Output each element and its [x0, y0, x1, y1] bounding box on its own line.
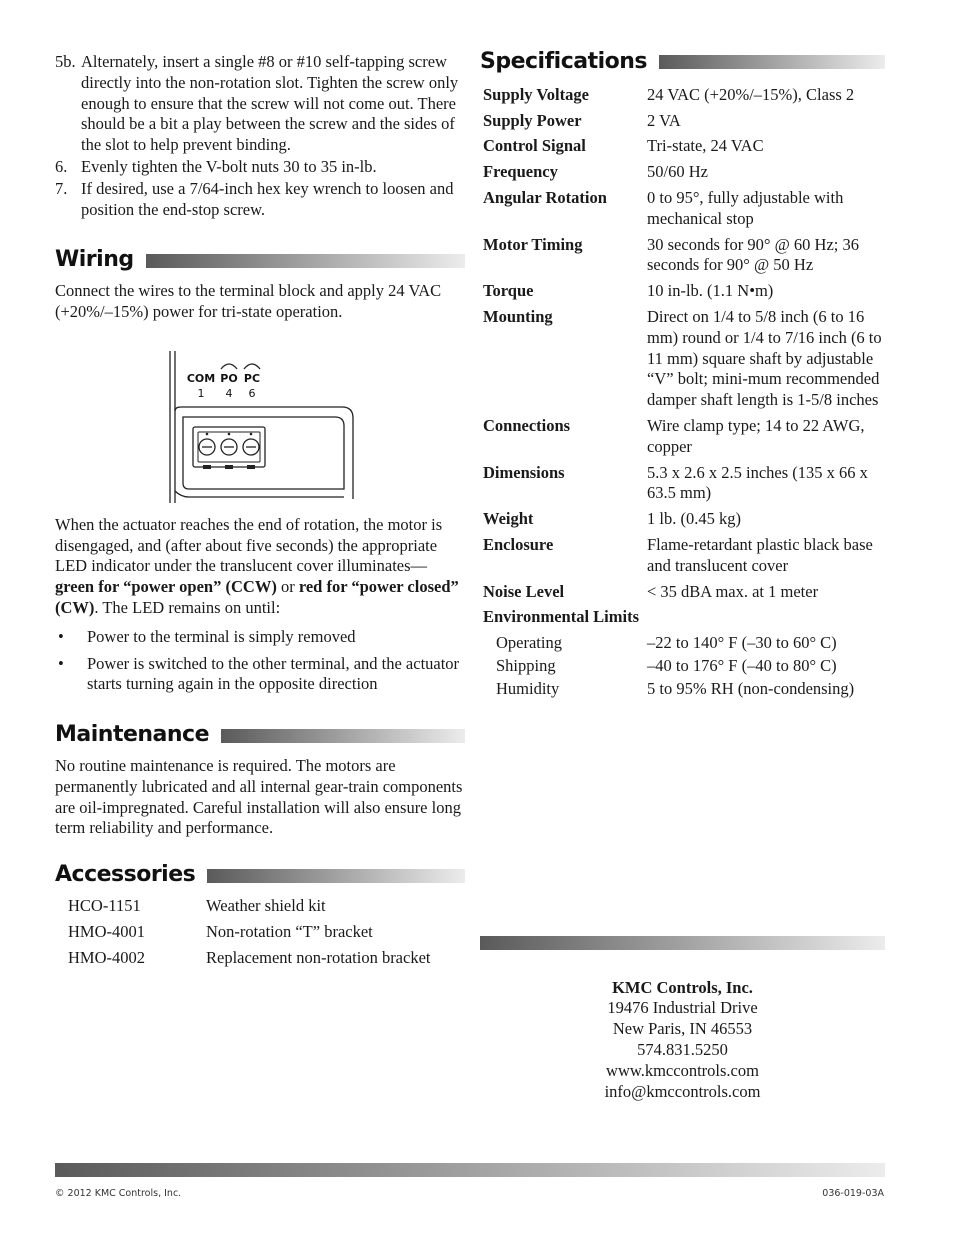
terminal-label: COM — [186, 371, 216, 385]
terminal-label: PO — [220, 371, 238, 385]
table-row — [480, 509, 885, 530]
website-link[interactable]: www.kmccontrols.com — [606, 1060, 759, 1080]
led-text: When the actuator reaches the end of rotation, the motor is disengaged, and (after about five seconds) the appropriate LED indicator under the translucent cover illuminates— — [55, 514, 443, 576]
env-label: Operating — [496, 633, 562, 653]
spec-value: Direct on 1/4 to 5/8 inch (6 to 16 mm) round or 1/4 to 7/16 inch (6 to 11 mm) square shaft by adjustable “V” bolt; mini-mum recommended damper shaft length is 1-5/8 inches — [647, 306, 882, 410]
accessory-code: HCO-1151 — [68, 895, 141, 915]
spec-label: Connections — [483, 415, 571, 435]
spec-label: Noise Level — [483, 581, 565, 601]
spec-label: Supply Power — [483, 110, 582, 130]
spec-label: Torque — [483, 281, 534, 301]
bullet-text: Power is switched to the other terminal, and the actuator starts turning again in the opposite direction — [87, 653, 460, 694]
heading-rule — [207, 869, 465, 883]
env-value: –22 to 140° F (–30 to 60° C) — [647, 633, 837, 653]
terminal-number: 6 — [248, 386, 256, 400]
table-row — [480, 188, 885, 230]
spec-value: < 35 dBA max. at 1 meter — [647, 581, 819, 601]
spec-value: Wire clamp type; 14 to 22 AWG, copper — [647, 415, 865, 456]
accessories-header — [55, 862, 465, 888]
spec-label: Frequency — [483, 162, 558, 182]
spec-value: 30 seconds for 90° @ 60 Hz; 36 seconds for 90° @ 50 Hz — [647, 234, 859, 275]
company-name: KMC Controls, Inc. — [612, 977, 753, 997]
spec-label: Motor Timing — [483, 234, 583, 254]
table-row — [55, 948, 465, 969]
table-row — [480, 85, 885, 106]
bullet-text: Power to the terminal is simply removed — [87, 626, 356, 646]
led-conditions-list — [55, 627, 465, 695]
document-number: 036-019-03A — [822, 1188, 884, 1199]
specifications-header — [480, 49, 885, 74]
accessory-code: HMO-4002 — [68, 947, 145, 967]
heading-rule — [146, 254, 465, 268]
table-row — [480, 463, 885, 505]
accessory-code: HMO-4001 — [68, 921, 145, 941]
heading-rule — [480, 936, 885, 950]
table-row — [480, 235, 885, 277]
maintenance-heading: Maintenance — [55, 722, 210, 748]
spec-value: 2 VA — [647, 110, 681, 130]
spec-label: Enclosure — [483, 534, 554, 554]
or-text: or — [276, 577, 299, 597]
heading-rule — [221, 729, 465, 743]
email-link[interactable]: info@kmccontrols.com — [604, 1081, 761, 1101]
accessory-description: Non-rotation “T” bracket — [206, 921, 373, 941]
terminal-label: PC — [243, 371, 261, 385]
specifications-table — [480, 85, 885, 700]
step-text: If desired, use a 7/64-inch hex key wrench to loosen and position the end-stop screw. — [81, 178, 454, 219]
accessory-description: Replacement non-rotation bracket — [206, 947, 431, 967]
spec-value: 24 VAC (+20%/–15%), Class 2 — [647, 84, 855, 104]
left-column — [55, 52, 465, 973]
spec-value: Tri-state, 24 VAC — [647, 136, 764, 156]
step-number: 7. — [55, 178, 68, 198]
maintenance-header — [55, 722, 465, 748]
step-number: 5b. — [55, 52, 76, 71]
step-number: 6. — [55, 156, 68, 176]
table-row — [480, 679, 885, 700]
address-line-1: 19476 Industrial Drive — [607, 998, 758, 1018]
table-row — [480, 656, 885, 677]
phone-number: 574.831.5250 — [637, 1039, 728, 1059]
table-row — [480, 633, 885, 654]
specifications-heading: Specifications — [480, 49, 648, 74]
list-item — [55, 654, 465, 696]
table-row — [480, 582, 885, 603]
spec-value: 1 lb. (0.45 kg) — [647, 509, 741, 529]
maintenance-text: No routine maintenance is required. The motors are permanently lubricated and all internal gear-train components are oil-impregnated. Careful installation will also ensure long term reliability and performance. — [55, 755, 463, 838]
red-led-text: red for “power closed” (CW) — [55, 577, 459, 617]
table-row — [480, 416, 885, 458]
accessory-description: Weather shield kit — [206, 895, 326, 915]
address-line-2: New Paris, IN 46553 — [612, 1019, 753, 1039]
accessories-table — [55, 896, 465, 968]
spec-label: Angular Rotation — [483, 187, 607, 207]
table-row — [480, 162, 885, 183]
list-item — [55, 627, 465, 648]
spec-value: Flame-retardant plastic black base and translucent cover — [647, 534, 873, 575]
accessories-heading: Accessories — [55, 862, 196, 888]
spec-label: Weight — [483, 509, 534, 529]
spec-value: 10 in-lb. (1.1 N•m) — [647, 281, 774, 301]
heading-rule — [659, 55, 885, 69]
terminal-number: 4 — [225, 386, 233, 400]
terminal-number: 1 — [197, 386, 205, 400]
copyright-text: © 2012 KMC Controls, Inc. — [55, 1188, 182, 1199]
contact-block — [480, 978, 885, 1103]
step-text: Alternately, insert a single #8 or #10 self-tapping screw directly into the non-rotation slot. Tighten the screw only enough to ensure that the screw will not come out. There should be a bit a play between the screw and the sides of the slot to help prevent binding. — [81, 52, 459, 155]
bullet-icon: • — [58, 653, 64, 673]
env-label: Shipping — [496, 655, 556, 675]
environmental-limits-title: Environmental Limits — [483, 607, 640, 627]
table-row — [480, 535, 885, 577]
env-value: 5 to 95% RH (non-condensing) — [647, 678, 855, 698]
table-row — [55, 922, 465, 943]
spec-value: 50/60 Hz — [647, 162, 708, 182]
footer-rule — [55, 1163, 885, 1177]
led-text-end: . The LED remains on until: — [94, 597, 281, 617]
wiring-header — [55, 247, 465, 273]
table-row — [480, 136, 885, 157]
list-item — [55, 157, 465, 178]
spec-label: Dimensions — [483, 462, 565, 482]
spec-value: 0 to 95°, fully adjustable with mechanical stop — [647, 187, 844, 228]
list-item — [55, 52, 465, 156]
env-value: –40 to 176° F (–40 to 80° C) — [647, 655, 837, 675]
wiring-intro: Connect the wires to the terminal block and apply 24 VAC (+20%/–15%) power for tri-state operation. — [55, 281, 442, 321]
spec-value: 5.3 x 2.6 x 2.5 inches (135 x 66 x 63.5 mm) — [647, 462, 868, 503]
terminal-block-diagram — [167, 351, 357, 503]
list-item — [55, 179, 465, 221]
table-row — [55, 896, 465, 917]
contact-header — [480, 936, 885, 950]
bullet-icon: • — [58, 626, 64, 646]
table-row — [480, 111, 885, 132]
wiring-heading: Wiring — [55, 247, 134, 273]
table-row — [480, 281, 885, 302]
env-label: Humidity — [496, 678, 560, 698]
right-column — [480, 49, 885, 1102]
spec-label: Control Signal — [483, 136, 586, 156]
step-text: Evenly tighten the V-bolt nuts 30 to 35 in-lb. — [81, 156, 377, 176]
spec-label: Supply Voltage — [483, 84, 589, 104]
green-led-text: green for “power open” (CCW) — [55, 577, 277, 597]
installation-steps — [55, 52, 465, 220]
spec-label: Mounting — [483, 306, 553, 326]
led-paragraph — [55, 515, 465, 619]
table-row — [480, 307, 885, 411]
